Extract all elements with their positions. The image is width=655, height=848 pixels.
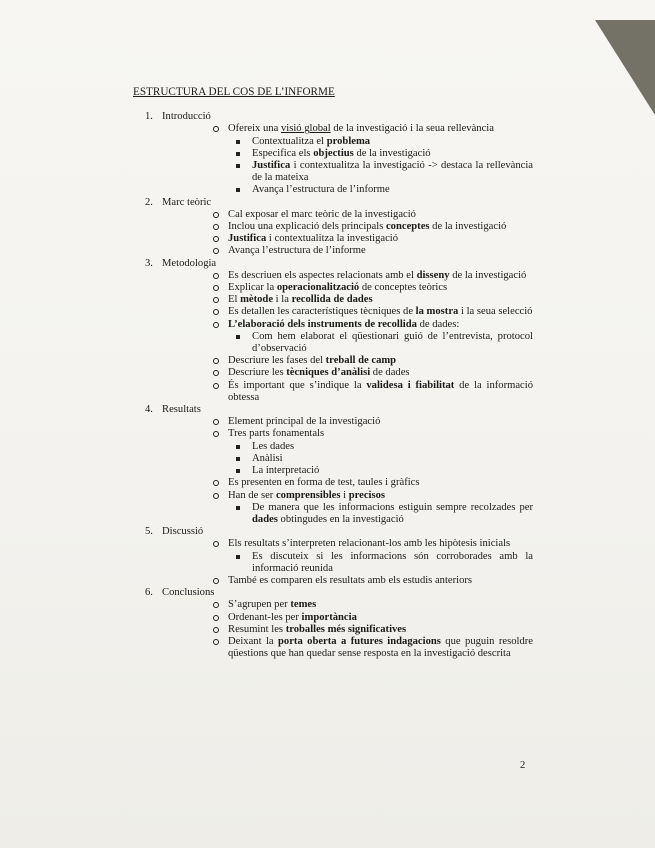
text-run: Descriure les fases del [228, 355, 326, 367]
text-run: la mostra [415, 306, 459, 318]
text-run: de conceptes teòrics [359, 282, 448, 294]
square-bullet-icon [236, 445, 240, 449]
text-run: i [340, 489, 349, 501]
sub-bullet-item [228, 160, 533, 184]
bullet-item [162, 270, 533, 282]
circle-bullet-icon [213, 309, 219, 315]
square-bullet-icon [236, 469, 240, 473]
text-run: disseny [416, 269, 450, 281]
bullet-text [228, 575, 533, 587]
section-heading: Introducció [162, 111, 211, 123]
bullet-item [162, 477, 533, 489]
bullet-item [162, 123, 533, 196]
bullet-text [228, 624, 533, 636]
section-bullets [162, 209, 533, 258]
text-run: i la seua selecció [458, 306, 533, 318]
text-run: Deixant la [228, 635, 279, 647]
text-run: Anàlisi [252, 452, 283, 464]
text-run: Les dades [252, 440, 295, 452]
bullet-text [228, 233, 533, 245]
section-heading: Discussió [162, 526, 204, 538]
sub-bullet-text [252, 160, 533, 184]
text-run: obtingudes en la investigació [277, 513, 404, 525]
circle-bullet-icon [213, 297, 219, 303]
text-run: Contextualitza el [252, 135, 327, 147]
section-bullets [162, 416, 533, 526]
bullet-text [228, 428, 533, 440]
section-number: 5. [145, 526, 153, 538]
circle-bullet-icon [213, 358, 219, 364]
text-run: Es detallen les característiques tècniques de [228, 306, 416, 318]
section-item [133, 111, 533, 196]
text-run: Ordenant-les per [228, 611, 302, 623]
circle-bullet-icon [213, 639, 219, 645]
text-run: Han de ser [228, 489, 276, 501]
text-run: Com hem elaborat el qüestionari guió de l’entrevista, protocol d’observació [252, 330, 533, 355]
section-item [133, 197, 533, 258]
bullet-item [162, 380, 533, 404]
bullet-text [228, 319, 533, 331]
text-run: de la investigació [429, 221, 507, 233]
section-bullets [162, 599, 533, 660]
circle-bullet-icon [213, 431, 219, 437]
section-number: 4. [145, 404, 153, 416]
bullet-text [228, 123, 533, 135]
text-run: visió global [280, 123, 331, 135]
text-run: Avança l’estructura de l’informe [252, 184, 390, 196]
bullet-item [162, 428, 533, 477]
section-item [133, 404, 533, 526]
sub-bullet-item [228, 551, 533, 575]
square-bullet-icon [236, 555, 240, 559]
circle-bullet-icon [213, 383, 219, 389]
text-run: Els resultats s’interpreten relacionant-los amb les hipòtesis inicials [228, 538, 511, 550]
bullet-item [162, 233, 533, 245]
text-run: Inclou una explicació dels principals [228, 221, 386, 233]
sub-bullet-item [228, 184, 533, 196]
section-number: 6. [145, 587, 153, 599]
bullet-item [162, 355, 533, 367]
bullet-item [162, 575, 533, 587]
sub-bullet-text [252, 148, 533, 160]
bullet-item [162, 319, 533, 356]
sub-bullet-text [252, 502, 533, 526]
sub-bullet-text [252, 551, 533, 575]
text-run: És important que s’indique la [228, 379, 367, 391]
page-number: 2 [520, 760, 526, 771]
bullet-item [162, 209, 533, 221]
circle-bullet-icon [213, 285, 219, 291]
section-number: 2. [145, 196, 153, 208]
text-run: L’elaboració dels instruments de recollida [228, 318, 417, 330]
text-run: troballes més significatives [285, 623, 407, 635]
text-run: També es comparen els resultats amb els estudis anteriors [228, 574, 473, 586]
text-run: Justifica [252, 160, 291, 172]
bullet-text [228, 636, 533, 660]
bullet-text [228, 355, 533, 367]
section-heading: Marc teòric [162, 196, 212, 208]
bullet-text [228, 367, 533, 379]
section-bullets [162, 538, 533, 587]
text-run: i contextualitza la investigació -> destaca la rellevància de la mateixa [252, 160, 533, 184]
bullet-item [162, 282, 533, 294]
bullet-text [228, 599, 533, 611]
sub-bullet-item [228, 148, 533, 160]
text-run: Ofereix una [228, 123, 281, 135]
bullet-item [162, 490, 533, 527]
section-item [133, 526, 533, 587]
circle-bullet-icon [213, 493, 219, 499]
document-title: ESTRUCTURA DEL COS DE L’INFORME [133, 86, 335, 98]
text-run: de la informació obtessa [228, 379, 533, 403]
sub-bullet-item [228, 502, 533, 526]
document-body [133, 86, 533, 660]
section-list [133, 111, 533, 660]
text-run: Tres parts fonamentals [228, 428, 325, 440]
sub-bullet-text [252, 184, 533, 196]
circle-bullet-icon [213, 224, 219, 230]
circle-bullet-icon [213, 480, 219, 486]
sub-bullets [228, 551, 533, 575]
square-bullet-icon [236, 152, 240, 156]
sub-bullet-item [228, 453, 533, 465]
bullet-item [162, 538, 533, 575]
text-run: porta oberta a futures indagacions [278, 635, 441, 647]
circle-bullet-icon [213, 212, 219, 218]
text-run: validesa i fiabilitat [366, 379, 455, 391]
text-run: Justifica [228, 233, 267, 245]
circle-bullet-icon [213, 602, 219, 608]
bullet-item [162, 221, 533, 233]
sub-bullets [228, 441, 533, 478]
circle-bullet-icon [213, 627, 219, 633]
circle-bullet-icon [213, 236, 219, 242]
square-bullet-icon [236, 140, 240, 144]
bullet-item [162, 599, 533, 611]
text-run: de la investigació i la seua rellevància [330, 123, 494, 135]
sub-bullets [228, 502, 533, 526]
text-run: recollida de dades [291, 294, 373, 306]
text-run: Explicar la [228, 282, 277, 294]
circle-bullet-icon [213, 419, 219, 425]
text-run: de la investigació [449, 269, 527, 281]
section-number: 3. [145, 257, 153, 269]
text-run: Resumint les [228, 623, 286, 635]
page-corner-shadow [595, 20, 655, 115]
bullet-text [228, 490, 533, 502]
text-run: mètode [240, 294, 274, 306]
bullet-text [228, 209, 533, 221]
sub-bullet-item [228, 465, 533, 477]
bullet-text [228, 294, 533, 306]
text-run: Descriure les [228, 367, 287, 379]
section-heading: Conclusions [162, 587, 215, 599]
circle-bullet-icon [213, 322, 219, 328]
circle-bullet-icon [213, 370, 219, 376]
text-run: operacionalització [276, 282, 360, 294]
square-bullet-icon [236, 506, 240, 510]
sub-bullets [228, 331, 533, 355]
bullet-item [162, 612, 533, 624]
text-run: Es presenten en forma de test, taules i gràfics [228, 477, 420, 489]
bullet-text [228, 538, 533, 550]
circle-bullet-icon [213, 615, 219, 621]
text-run: objectius [313, 147, 354, 159]
text-run: Cal exposar el marc teòric de la investigació [228, 208, 416, 220]
sub-bullet-text [252, 453, 533, 465]
circle-bullet-icon [213, 273, 219, 279]
section-bullets [162, 270, 533, 404]
square-bullet-icon [236, 188, 240, 192]
text-run: que puguin resoldre qüestions que han quedar sense resposta en la investigació descrita [228, 635, 533, 660]
bullet-text [228, 245, 533, 257]
bullet-text [228, 477, 533, 489]
text-run: i contextualitza la investigació [266, 233, 399, 245]
text-run: i la [273, 294, 292, 306]
text-run: Especifica els [252, 147, 314, 159]
text-run: treball de camp [325, 355, 397, 367]
sub-bullet-text [252, 441, 533, 453]
section-number: 1. [145, 111, 153, 123]
bullet-item [162, 636, 533, 660]
text-run: Element principal de la investigació [228, 416, 381, 428]
section-bullets [162, 123, 533, 196]
bullet-item [162, 245, 533, 257]
text-run: precisos [348, 489, 386, 501]
sub-bullet-text [252, 136, 533, 148]
text-run: De manera que les informacions estiguin sempre recolzades per [252, 501, 533, 513]
square-bullet-icon [236, 335, 240, 339]
section-heading: Resultats [162, 404, 201, 416]
text-run: La interpretació [252, 465, 320, 477]
text-run: Avança l’estructura de l’informe [228, 245, 366, 257]
square-bullet-icon [236, 457, 240, 461]
circle-bullet-icon [213, 126, 219, 132]
section-heading: Metodologia [162, 257, 217, 269]
text-run: de dades [370, 367, 410, 379]
bullet-text [228, 221, 533, 233]
section-item [133, 587, 533, 660]
bullet-item [162, 416, 533, 428]
sub-bullets [228, 136, 533, 197]
circle-bullet-icon [213, 578, 219, 584]
bullet-item [162, 306, 533, 318]
text-run: de dades: [416, 318, 460, 330]
bullet-text [228, 306, 533, 318]
text-run: dades [252, 513, 278, 525]
sub-bullet-item [228, 136, 533, 148]
text-run: Es discuteix si les informacions són corroborades amb la informació reunida [252, 550, 533, 574]
bullet-text [228, 270, 533, 282]
bullet-text [228, 416, 533, 428]
section-item [133, 258, 533, 404]
text-run: importància [301, 611, 357, 623]
text-run: de la investigació [353, 147, 431, 159]
text-run: El [228, 294, 241, 306]
text-run: problema [326, 135, 371, 147]
circle-bullet-icon [213, 541, 219, 547]
sub-bullet-text [252, 465, 533, 477]
sub-bullet-item [228, 331, 533, 355]
bullet-text [228, 612, 533, 624]
bullet-item [162, 294, 533, 306]
text-run: tècniques d’anàlisi [286, 367, 371, 379]
circle-bullet-icon [213, 248, 219, 254]
bullet-item [162, 367, 533, 379]
text-run: comprensibles [275, 489, 341, 501]
text-run: Es descriuen els aspectes relacionats amb el [228, 269, 417, 281]
text-run: conceptes [385, 221, 430, 233]
square-bullet-icon [236, 164, 240, 168]
text-run: temes [290, 599, 317, 611]
sub-bullet-item [228, 441, 533, 453]
bullet-text [228, 282, 533, 294]
bullet-item [162, 624, 533, 636]
bullet-text [228, 380, 533, 404]
sub-bullet-text [252, 331, 533, 355]
text-run: S’agrupen per [228, 599, 291, 611]
